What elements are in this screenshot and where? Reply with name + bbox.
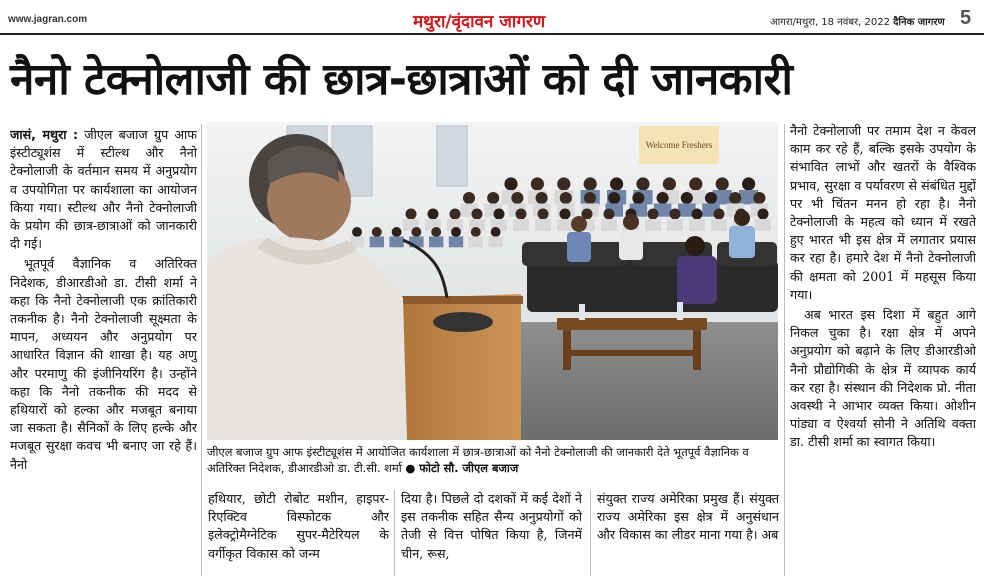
column-divider <box>201 124 202 576</box>
lead-text: जीएल बजाज ग्रुप आफ इंस्टीट्यूशंस में स्टील्थ और नैनो टेक्नोलाजी के वर्तमान समय में अनुप्रयोग व उपयोगिता पर कार्यशाला का आयोजन किया गया। स्टील्थ और नैनो टेक्नोलाजी के प्रयोग की छात्र-छात्राओं को जानकारी दी गई। <box>10 127 197 252</box>
audience-body <box>389 237 403 248</box>
column-divider <box>394 490 395 576</box>
header-rule <box>0 33 984 35</box>
news-photo <box>207 122 778 440</box>
audience-body <box>535 219 551 231</box>
edition-name: मथुरा/वृंदावन <box>413 12 494 32</box>
photo-credit: ● फोटो सौ. जीएल बजाज <box>405 461 519 475</box>
paragraph: नैनो टेक्नोलाजी पर तमाम देश न केवल काम कर रहे हैं, बल्कि इसके उपयोग के संभावित लाभों और खतरों के वैश्विक प्रभाव, सुरक्षा व पर्यावरण से संबंधित मुद्दों पर भी चिंतन मनन हो रहा है। नैनो टेक्नोलाजी के महत्व को ध्यान में रखते हुए भारत भी इस क्षेत्र में लगातार प्रयास कर रहा है। हमारे देश में नैनो टेक्नोलाजी की क्षमता को 2001 में महसूस किया गया। <box>790 123 976 302</box>
column-divider <box>590 490 591 576</box>
audience-head <box>538 209 549 220</box>
audience-body <box>557 219 573 231</box>
site-url[interactable]: www.jagran.com <box>8 14 88 25</box>
audience-head <box>632 192 644 204</box>
audience-body <box>513 219 529 231</box>
audience-head <box>411 227 421 237</box>
audience-head <box>557 177 570 190</box>
audience-body <box>667 219 683 231</box>
audience-head <box>511 192 523 204</box>
audience-head <box>472 209 483 220</box>
article-column-4 <box>597 490 779 578</box>
audience-head <box>753 192 765 204</box>
audience-head <box>352 227 362 237</box>
audience-head <box>491 227 501 237</box>
audience-head <box>681 192 693 204</box>
audience-body <box>601 219 617 231</box>
audience-head <box>431 227 441 237</box>
byline: जासं, मथुरा : <box>10 127 79 142</box>
audience-head <box>758 209 769 220</box>
audience-head <box>560 209 571 220</box>
lead-paragraph <box>10 126 197 253</box>
audience-head <box>608 192 620 204</box>
audience-head <box>516 209 527 220</box>
audience-head <box>451 227 461 237</box>
article-column-3 <box>401 490 582 578</box>
audience-body <box>488 237 502 248</box>
audience-head <box>487 192 499 204</box>
audience-body <box>370 237 384 248</box>
audience-head <box>531 177 544 190</box>
audience-body <box>689 219 705 231</box>
paragraph: दिया है। पिछले दो दशकों में कई देशों ने इस तकनीक सहित सैन्य अनुप्रयोगों को तेजी से वित्त पोषित किया है, जिनमें चीन, रूस, <box>401 491 582 561</box>
audience-head <box>536 192 548 204</box>
audience-body <box>429 237 443 248</box>
audience-body <box>469 237 483 248</box>
photo-caption <box>207 444 782 476</box>
audience-head <box>663 177 676 190</box>
audience-head <box>636 177 649 190</box>
audience-head <box>689 177 702 190</box>
article-column-2 <box>208 490 389 578</box>
audience-body <box>755 219 771 231</box>
audience-body <box>449 237 463 248</box>
paper-name: जागरण <box>499 12 546 32</box>
page-number: 5 <box>960 7 972 29</box>
audience-body <box>645 219 661 231</box>
paragraph: संयुक्त राज्य अमेरिका प्रमुख हैं। संयुक्त राज्य अमेरिका इस क्षेत्र में अनुसंधान और विकास का लीडर माना गया है। अब <box>597 491 779 543</box>
paragraph: भूतपूर्व वैज्ञानिक व अतिरिक्त निदेशक, डीआरडीओ डा. टीसी शर्मा ने कहा कि नैनो टेक्नोलाजी एक क्रांतिकारी तकनीक है। नैनो टेक्नोलाजी सूक्ष्मता के मापन, अध्ययन और अनुप्रयोग पर आधारित विज्ञान की शाखा है। यह अणु और परमाणु की इंजीनियरिंग है। उन्होंने कहा कि नैनो तकनीक की मदद से हथियारों को हल्का और मजबूत बनाया जा सकता है। सैनिकों के लिए हल्के और मजबूत सुरक्षा कवच भी बनाए जा रहे हैं। नैनो <box>10 256 197 472</box>
audience-head <box>494 209 505 220</box>
audience-head <box>428 209 439 220</box>
column-divider <box>784 124 785 576</box>
issue-date: आगरा/मथुरा, 18 नवंबर, 2022 <box>770 17 890 28</box>
audience-head <box>610 177 623 190</box>
audience-head <box>742 177 755 190</box>
caption-text: जीएल बजाज ग्रुप आफ इंस्टीट्यूशंस में आयोजित कार्यशाला में छात्र-छात्राओं को नैनो टेक्नोलाजी की जानकारी देते भूतपूर्व वैज्ञानिक व अतिरिक्त निदेशक, डीआरडीओ डा. टी.सी. शर्मा <box>207 445 749 475</box>
audience-head <box>716 177 729 190</box>
audience-head <box>648 209 659 220</box>
headline: नैनो टेक्नोलाजी की छात्र-छात्राओं को दी जानकारी <box>10 54 793 105</box>
audience-head <box>714 209 725 220</box>
audience-head <box>463 192 475 204</box>
audience-head <box>504 177 517 190</box>
paragraph: अब भारत इस दिशा में बहुत आगे निकल चुका है। रक्षा क्षेत्र में अपने अनुप्रयोग को बढ़ाने के लिए डीआरडीओ नैनो प्रौद्योगिकी के क्षेत्र में व्यापक कार्य कर रहा है। संस्थान की निदेशक प्रो. नीता अवस्थी ने आभार व्यक्त किया। ओशीन पांड्या व ऐश्वर्या सोनी ने अतिथि वक्ता डा. टीसी शर्मा का स्वागत किया। <box>790 307 976 450</box>
audience-body <box>711 219 727 231</box>
audience-head <box>406 209 417 220</box>
article-column-5 <box>790 122 976 577</box>
audience-head <box>450 209 461 220</box>
audience-head <box>392 227 402 237</box>
audience-head <box>692 209 703 220</box>
audience-head <box>729 192 741 204</box>
edition-masthead <box>413 9 545 32</box>
dateline <box>770 14 945 28</box>
audience-head <box>657 192 669 204</box>
audience-head <box>584 177 597 190</box>
page-header <box>0 0 984 32</box>
banner-text: Welcome Freshers <box>645 140 713 150</box>
audience-head <box>604 209 615 220</box>
audience-head <box>560 192 572 204</box>
audience-head <box>670 209 681 220</box>
brand-name: दैनिक जागरण <box>893 17 945 28</box>
audience-head <box>705 192 717 204</box>
audience-head <box>584 192 596 204</box>
audience-head <box>372 227 382 237</box>
paragraph: हथियार, छोटी रोबोट मशीन, हाइपर-रिएक्टिव विस्फोटक और इलेक्ट्रोमैग्नेटिक सुपर-मैटेरियल के वर्गीकृत विकास को जन्म <box>208 491 389 561</box>
article-column-1 <box>10 126 197 576</box>
audience-head <box>471 227 481 237</box>
